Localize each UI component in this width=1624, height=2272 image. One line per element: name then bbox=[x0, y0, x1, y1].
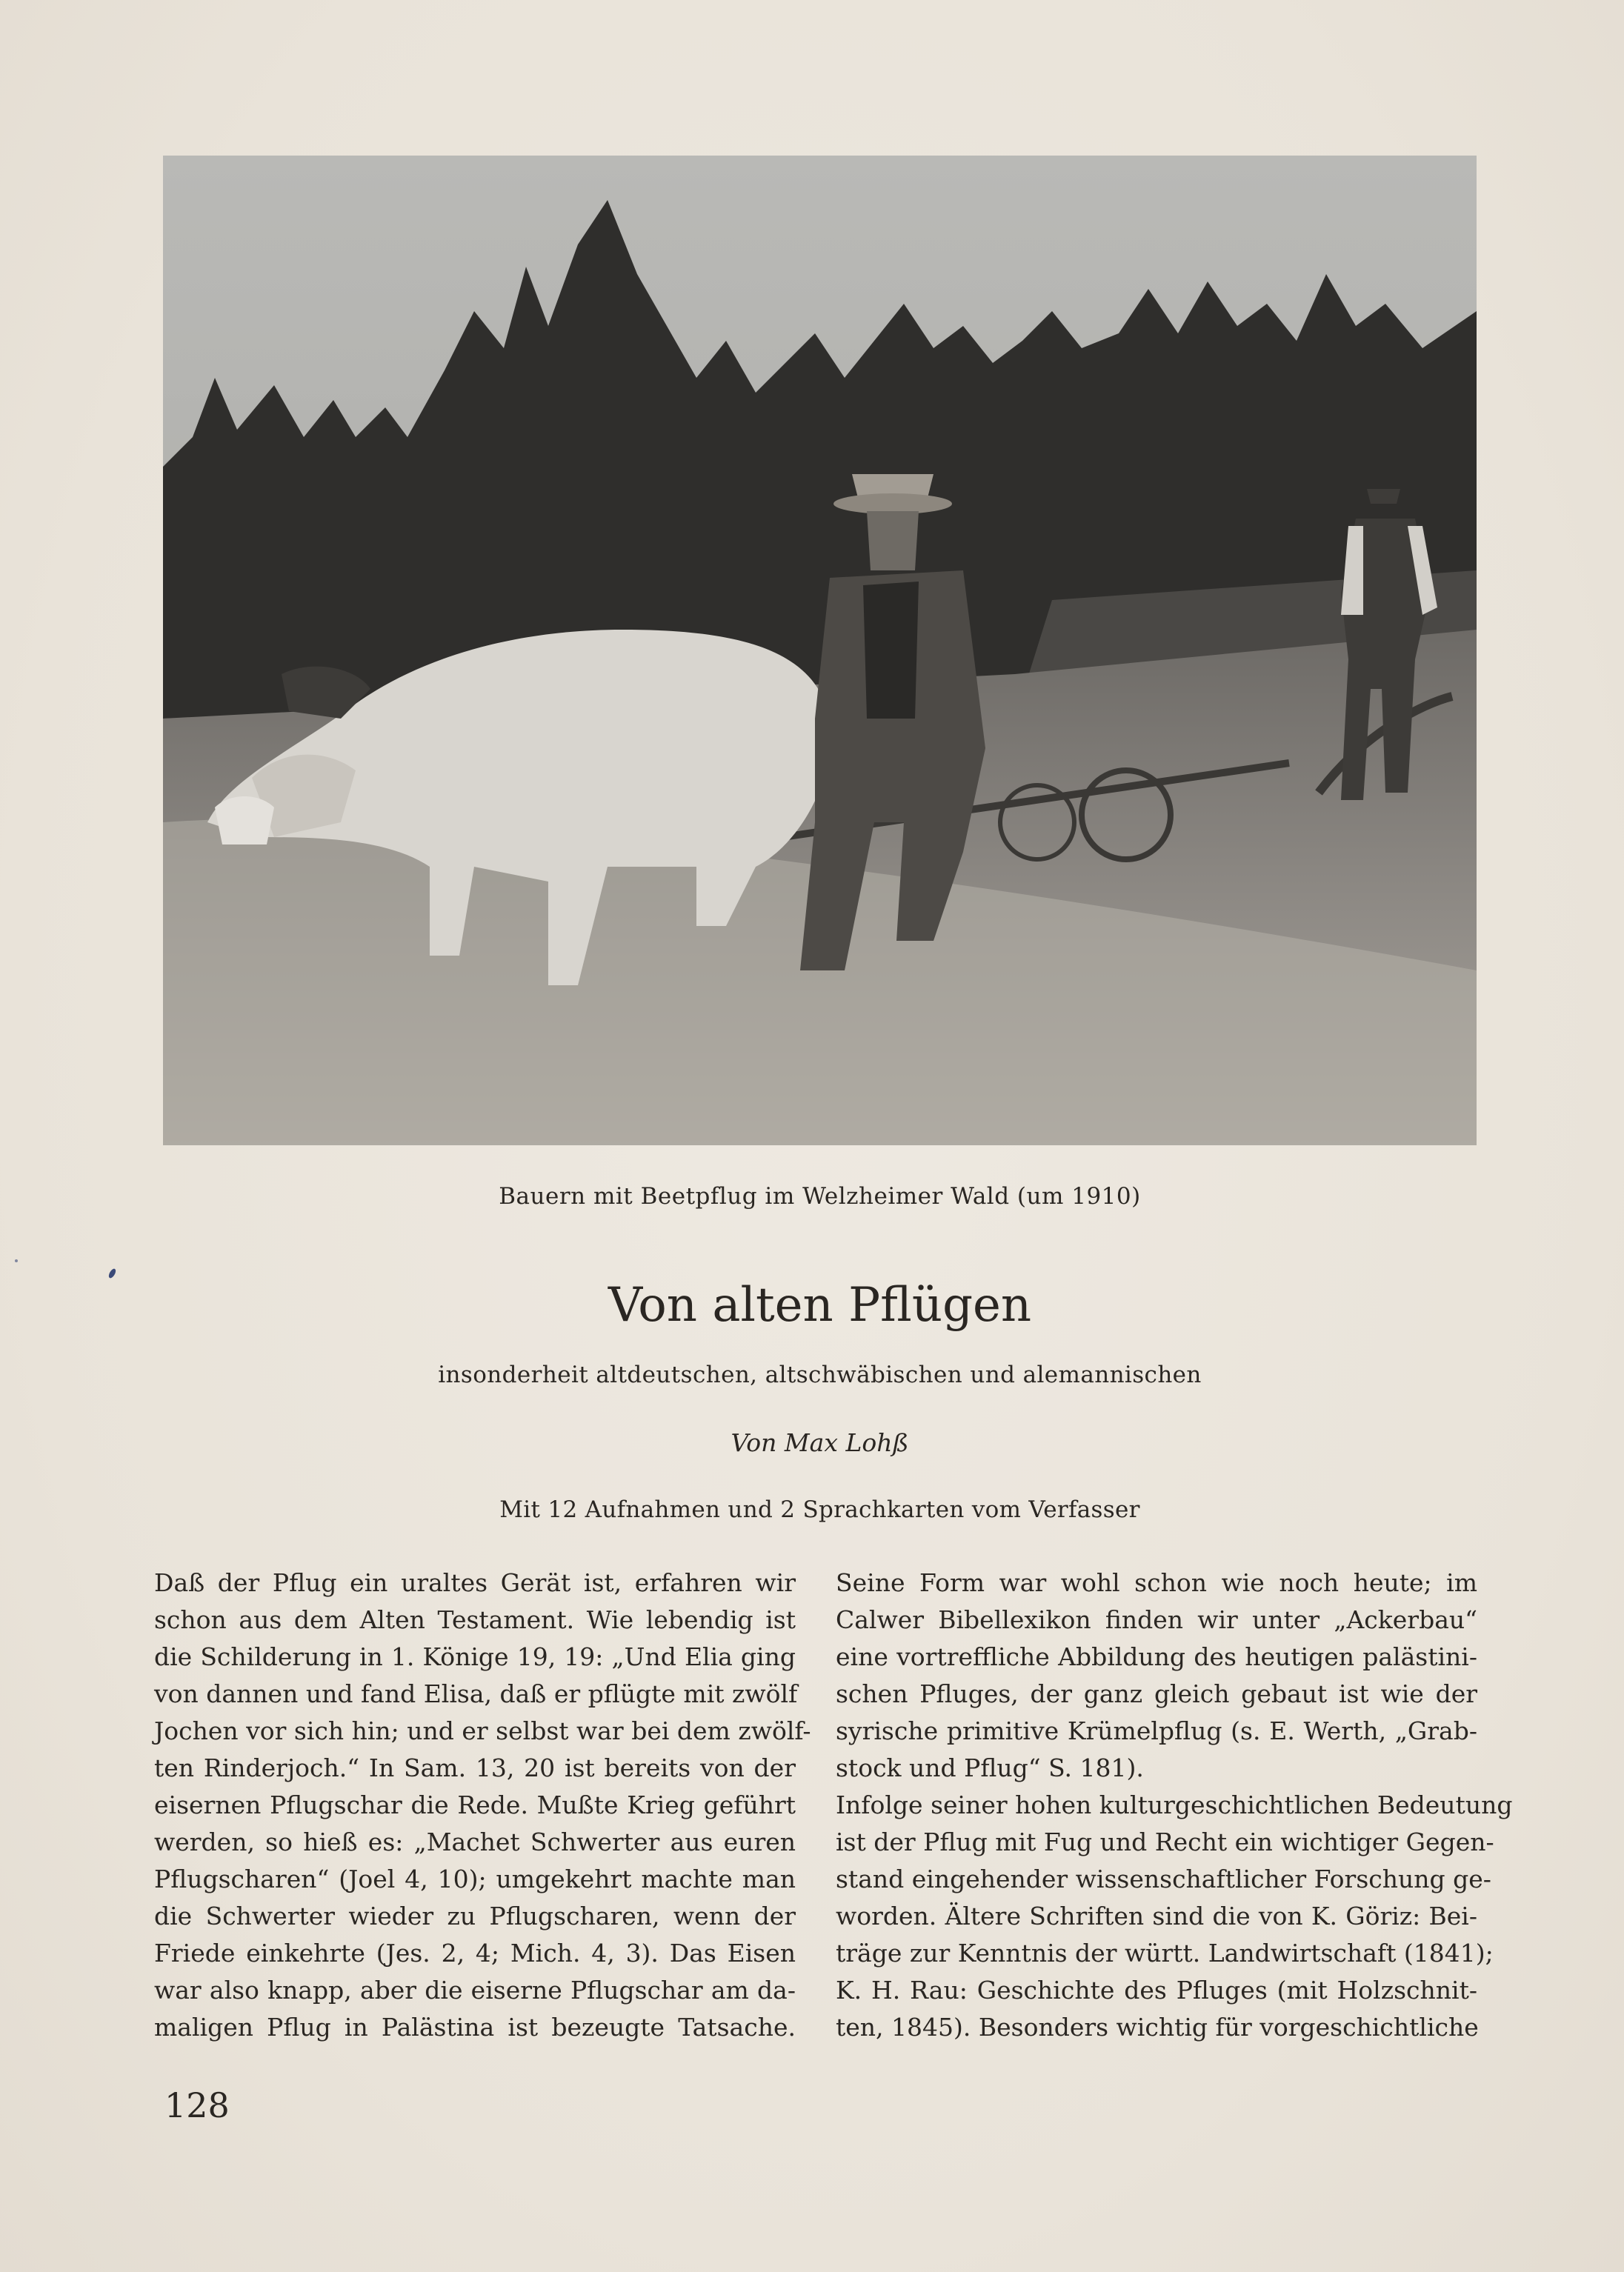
text-line: Pflugscharen“ (Joel 4, 10); umgekehrt machte man bbox=[154, 1865, 796, 1893]
right-column bbox=[836, 1565, 1513, 2046]
text-line: die Schwerter wieder zu Pflugscharen, wenn der bbox=[154, 1902, 796, 1930]
article-credits: Mit 12 Aufnahmen und 2 Sprachkarten vom Verfasser bbox=[499, 1496, 1140, 1523]
ink-speck bbox=[107, 1267, 117, 1279]
text-line: Daß der Pflug ein uraltes Gerät ist, erfahren wir bbox=[154, 1568, 796, 1597]
text-line: K. H. Rau: Geschichte des Pfluges (mit Holzschnit- bbox=[836, 1976, 1477, 2005]
text-line: träge zur Kenntnis der württ. Landwirtschaft (1841); bbox=[836, 1939, 1494, 1968]
page-number: 128 bbox=[164, 2085, 230, 2125]
left-column bbox=[154, 1565, 811, 2046]
text-line: stock und Pflug“ S. 181). bbox=[836, 1753, 1144, 1782]
text-line: maligen Pflug in Palästina ist bezeugte Tatsache. bbox=[154, 2013, 796, 2042]
photo-caption: Bauern mit Beetpflug im Welzheimer Wald (um 1910) bbox=[499, 1183, 1141, 1210]
text-line: Calwer Bibellexikon finden wir unter „Ackerbau“ bbox=[836, 1605, 1477, 1634]
text-line: schon aus dem Alten Testament. Wie lebendig ist bbox=[154, 1605, 796, 1634]
text-line: eisernen Pflugschar die Rede. Mußte Krieg geführt bbox=[154, 1790, 796, 1819]
text-line: syrische primitive Krümelpflug (s. E. Werth, „Grab- bbox=[836, 1716, 1477, 1745]
text-line: ten Rinderjoch.“ In Sam. 13, 20 ist bereits von der bbox=[154, 1753, 796, 1782]
text-line: war also knapp, aber die eiserne Pflugschar am da- bbox=[154, 1976, 796, 2005]
article-title: Von alten Pflügen bbox=[608, 1278, 1032, 1333]
text-line: Seine Form war wohl schon wie noch heute; im bbox=[836, 1568, 1477, 1597]
text-line: Friede einkehrte (Jes. 2, 4; Mich. 4, 3). Das Eisen bbox=[154, 1939, 796, 1968]
text-line: Jochen vor sich hin; und er selbst war bei dem zwölf- bbox=[154, 1716, 811, 1745]
photo-icon bbox=[163, 156, 1477, 1145]
ink-speck bbox=[15, 1259, 18, 1262]
article-subtitle: insonderheit altdeutschen, altschwäbischen und alemannischen bbox=[438, 1362, 1202, 1388]
text-line: worden. Ältere Schriften sind die von K. Göriz: Bei- bbox=[836, 1902, 1477, 1930]
text-line: Infolge seiner hohen kulturgeschichtlichen Bedeutung bbox=[836, 1790, 1513, 1819]
text-line: ist der Pflug mit Fug und Recht ein wichtiger Gegen- bbox=[836, 1828, 1494, 1856]
text-line: stand eingehender wissenschaftlicher Forschung ge- bbox=[836, 1865, 1491, 1893]
text-line: schen Pfluges, der ganz gleich gebaut ist wie der bbox=[836, 1679, 1477, 1708]
article-author: Von Max Lohß bbox=[731, 1428, 909, 1457]
text-line: ten, 1845). Besonders wichtig für vorgeschichtliche bbox=[836, 2013, 1479, 2042]
text-line: werden, so hieß es: „Machet Schwerter aus euren bbox=[154, 1828, 796, 1856]
text-line: die Schilderung in 1. Könige 19, 19: „Und Elia ging bbox=[154, 1642, 796, 1671]
text-line: eine vortreffliche Abbildung des heutigen palästini- bbox=[836, 1642, 1477, 1671]
text-line: von dannen und fand Elisa, daß er pflügte mit zwölf bbox=[154, 1679, 798, 1708]
